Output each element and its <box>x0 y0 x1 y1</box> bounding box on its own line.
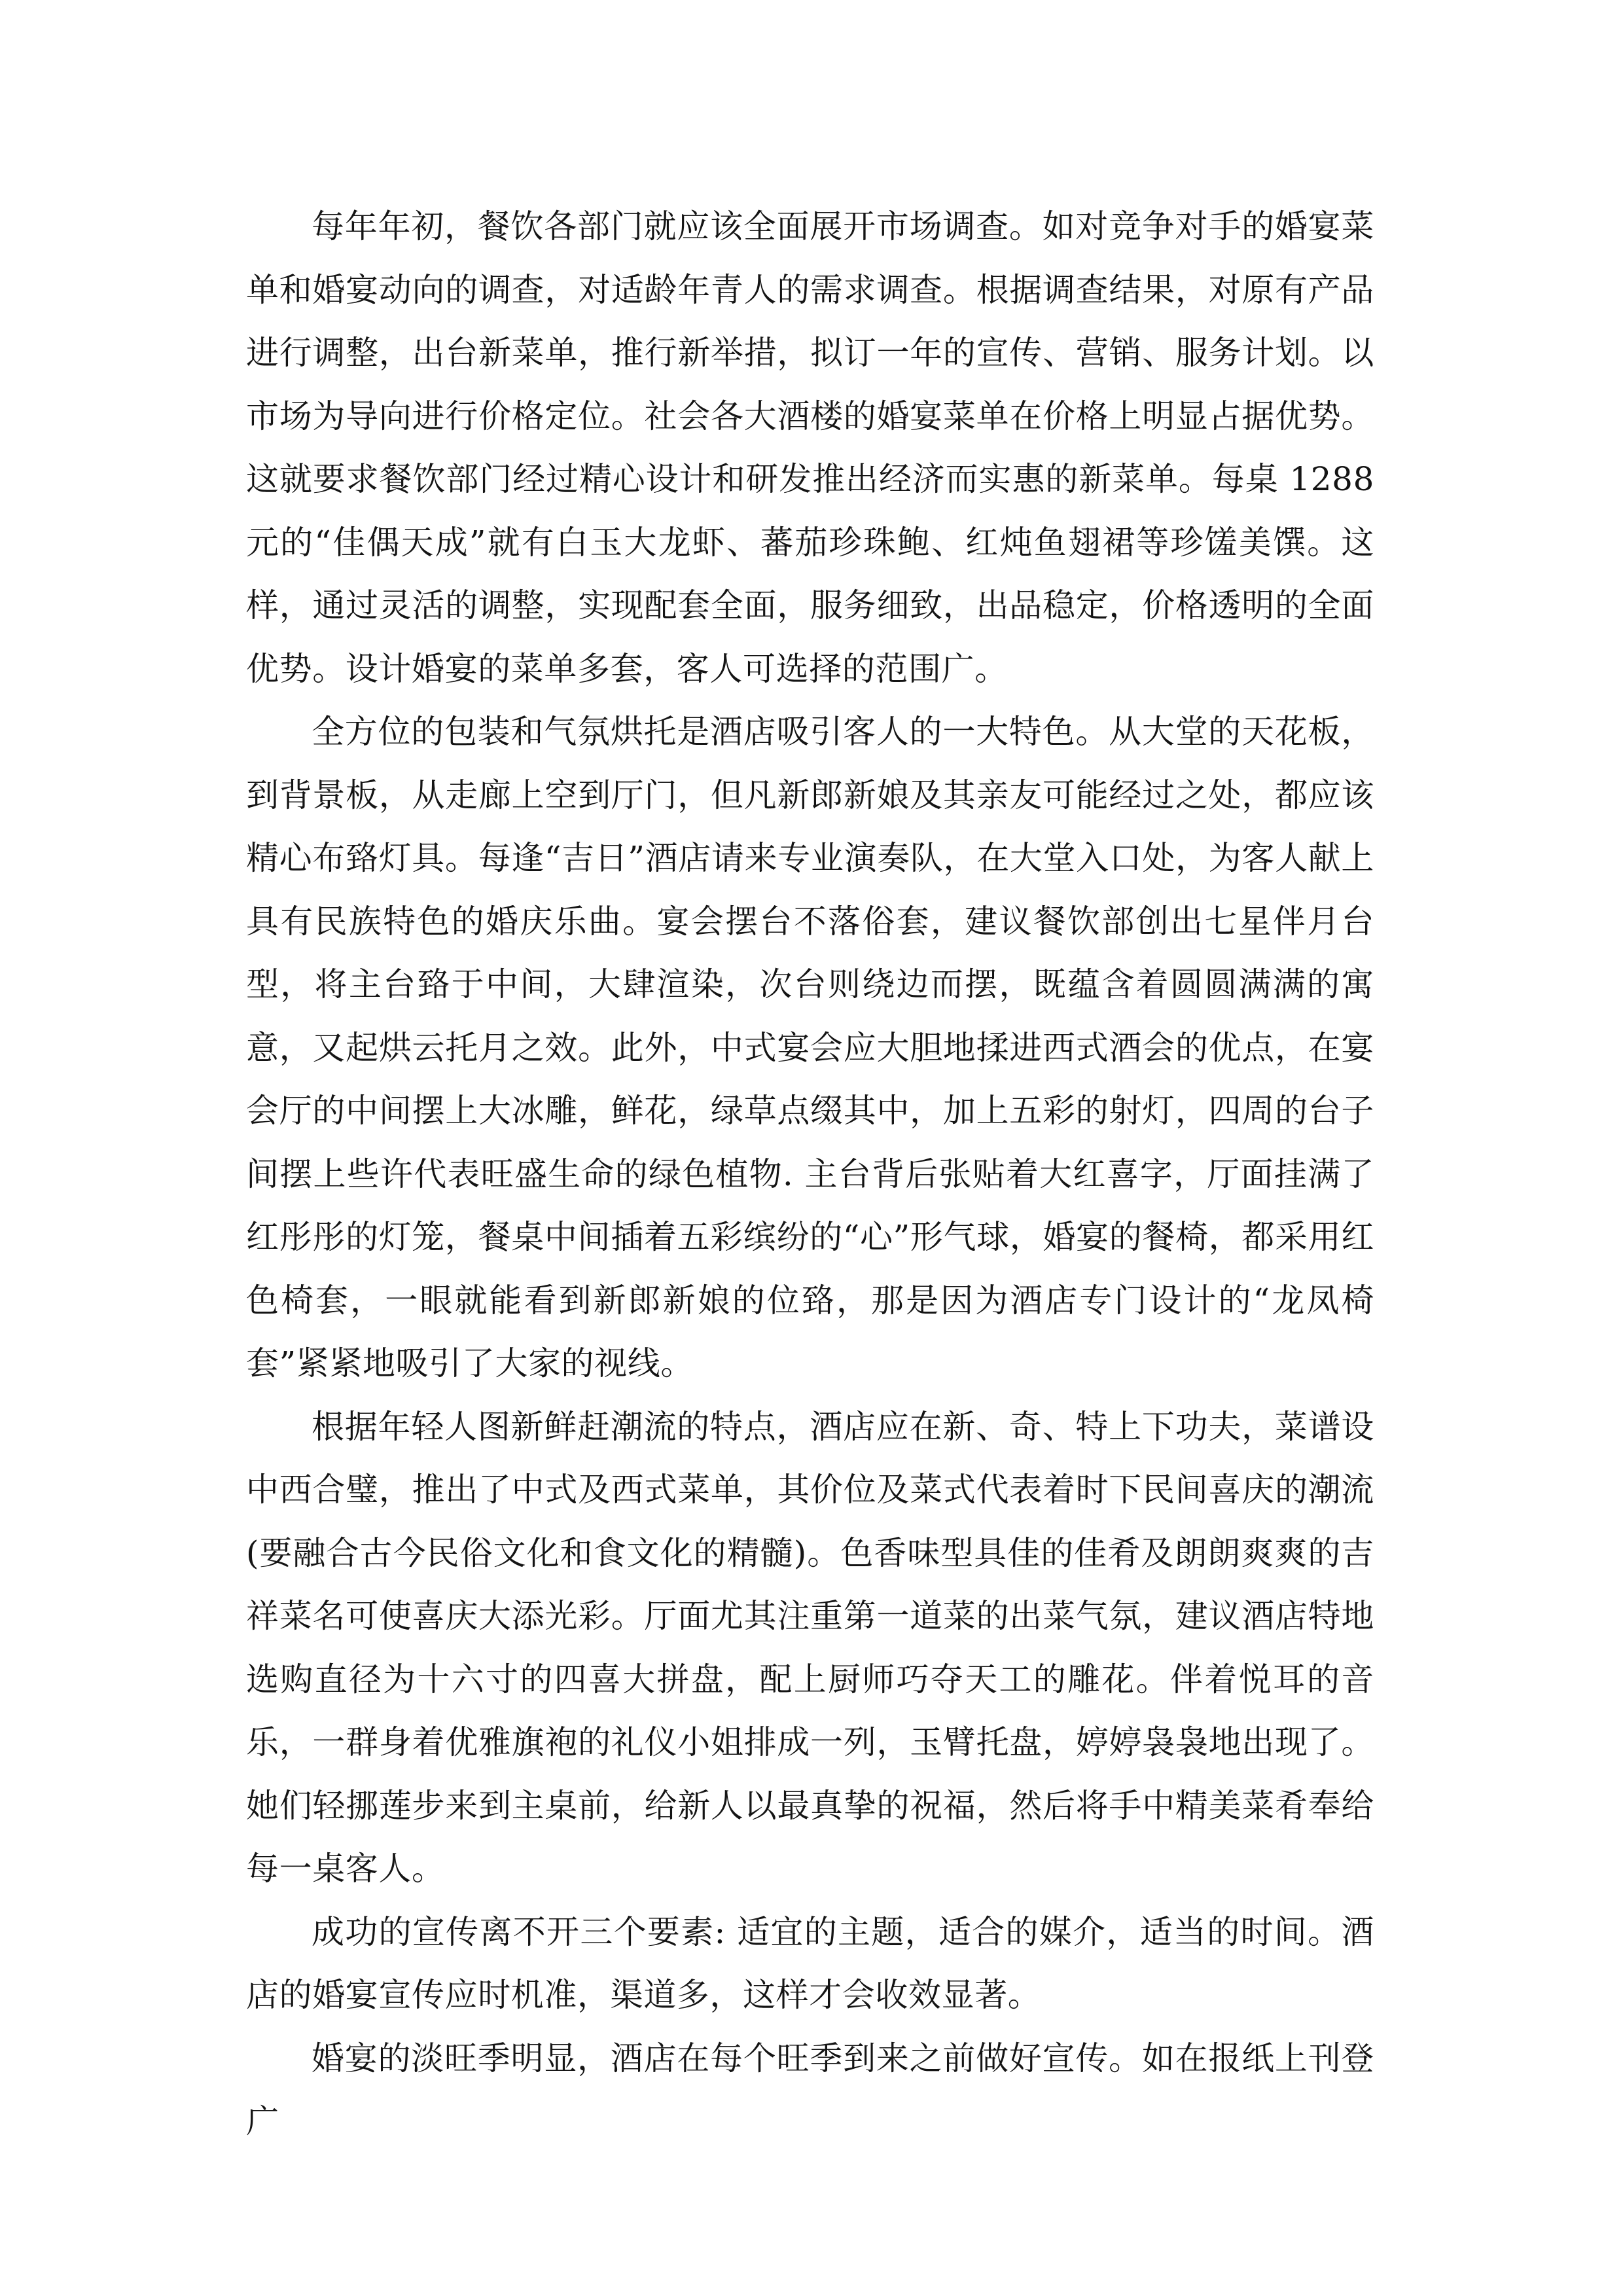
document-body <box>246 195 1374 2153</box>
paragraph-decoration-atmosphere: 全方位的包装和气氛烘托是酒店吸引客人的一大特色。从大堂的天花板，到背景板，从走廊上空到厅门，但凡新郎新娘及其亲友可能经过之处，都应该精心布臵灯具。每逢“吉日”酒店请来专业演奏队，在大堂入口处，为客人献上具有民族特色的婚庆乐曲。宴会摆台不落俗套，建议餐饮部创出七星伴月台型，将主台臵于中间，大肆渲染，次台则绕边而摆，既蕴含着圆圆满满的寓意，又起烘云托月之效。此外，中式宴会应大胆地揉进西式酒会的优点，在宴会厅的中间摆上大冰雕，鲜花，绿草点缀其中，加上五彩的射灯，四周的台子间摆上些许代表旺盛生命的绿色植物. 主台背后张贴着大红喜字，厅面挂满了红彤彤的灯笼，餐桌中间插着五彩缤纷的“心”形气球，婚宴的餐椅，都采用红色椅套，一眼就能看到新郎新娘的位臵，那是因为酒店专门设计的“龙凤椅套”紧紧地吸引了大家的视线。 <box>246 713 1374 1382</box>
paragraph-menu-innovation: 根据年轻人图新鲜赶潮流的特点，酒店应在新、奇、特上下功夫，菜谱设中西合璧，推出了中式及西式菜单，其价位及菜式代表着时下民间喜庆的潮流(要融合古今民俗文化和食文化的精髓)。色香味型具佳的佳肴及朗朗爽爽的吉祥菜名可使喜庆大添光彩。厅面尤其注重第一道菜的出菜气氛，建议酒店特地选购直径为十六寸的四喜大拼盘，配上厨师巧夺天工的雕花。伴着悦耳的音乐，一群身着优雅旗袍的礼仪小姐排成一列，玉臂托盘，婷婷袅袅地出现了。她们轻挪莲步来到主桌前，给新人以最真挚的祝福，然后将手中精美菜肴奉给每一桌客人。 <box>246 1407 1374 1888</box>
paragraph-promotion-elements: 成功的宣传离不开三个要素: 适宜的主题，适合的媒介，适当的时间。酒店的婚宴宣传应时机准，渠道多，这样才会收效显著。 <box>246 1912 1374 2014</box>
paragraph-market-research: 每年年初，餐饮各部门就应该全面展开市场调查。如对竞争对手的婚宴菜单和婚宴动向的调查，对适龄年青人的需求调查。根据调查结果，对原有产品进行调整，出台新菜单，推行新举措，拟订一年的宣传、营销、服务计划。以市场为导向进行价格定位。社会各大酒楼的婚宴菜单在价格上明显占据优势。这就要求餐饮部门经过精心设计和研发推出经济而实惠的新菜单。每桌 1288 元的“佳偶天成”就有白玉大龙虾、蕃茄珍珠鲍、红炖鱼翅裙等珍馐美馔。这样，通过灵活的调整，实现配套全面，服务细致，出品稳定，价格透明的全面优势。设计婚宴的菜单多套，客人可选择的范围广。 <box>246 207 1374 688</box>
paragraph-seasonal-promotion: 婚宴的淡旺季明显，酒店在每个旺季到来之前做好宣传。如在报纸上刊登广 <box>246 2039 1374 2140</box>
